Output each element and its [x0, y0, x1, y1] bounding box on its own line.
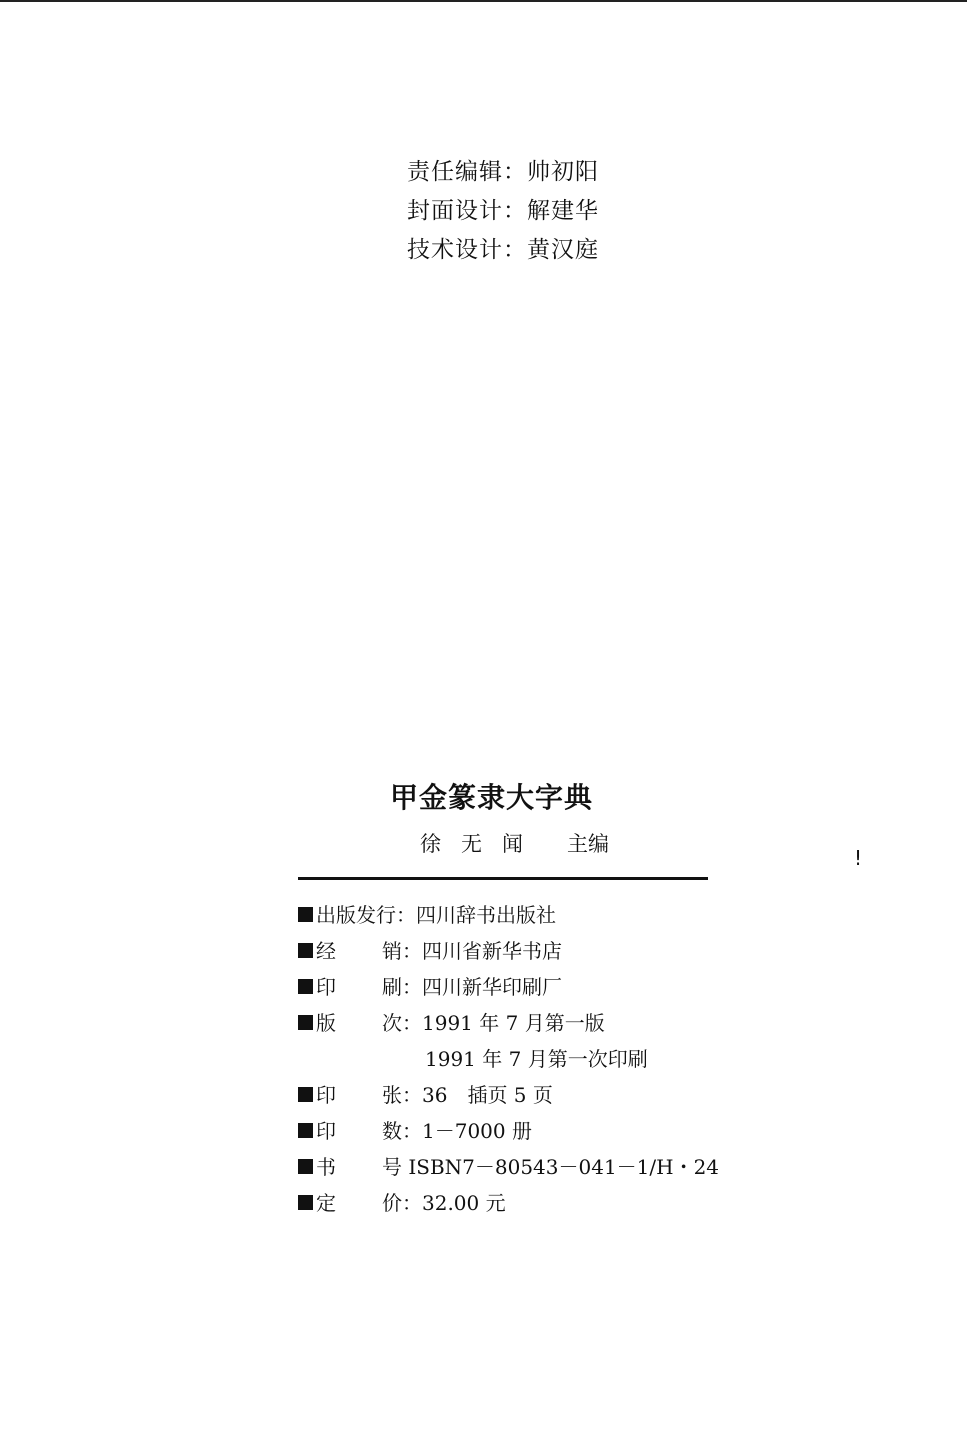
info-row-price	[298, 1185, 738, 1221]
info-row-edition	[298, 1005, 738, 1041]
info-row-distributor	[298, 933, 738, 969]
info-label-suffix: 次：	[382, 1011, 422, 1035]
info-label-suffix: 销：	[382, 939, 422, 963]
info-value: 36 插页 5 页	[422, 1083, 553, 1107]
top-border	[0, 0, 967, 2]
info-label-suffix: 刷：	[382, 975, 422, 999]
info-value: 1991 年 7 月第一版	[422, 1011, 605, 1035]
square-bullet-icon	[298, 1159, 313, 1174]
square-bullet-icon	[298, 907, 313, 922]
divider-rule	[298, 877, 708, 880]
square-bullet-icon	[298, 1195, 313, 1210]
credit-name: 解建华	[527, 198, 599, 224]
info-label: 定	[316, 1191, 336, 1215]
info-row-printer	[298, 969, 738, 1005]
info-row-publisher	[298, 897, 738, 933]
square-bullet-icon	[298, 979, 313, 994]
square-bullet-icon	[298, 1015, 313, 1030]
credit-cover-design	[407, 192, 667, 231]
info-row-edition-printing	[298, 1041, 738, 1077]
info-label: 印	[316, 1119, 336, 1143]
info-label-suffix: 价：	[382, 1191, 422, 1215]
info-label: 印	[316, 1083, 336, 1107]
credits-block	[407, 153, 667, 270]
credit-label: 技术设计：	[407, 237, 527, 263]
margin-mark: !	[852, 846, 865, 870]
info-value: 32.00 元	[422, 1191, 506, 1215]
credit-name: 帅初阳	[527, 159, 599, 185]
info-value: 1－7000 册	[422, 1119, 532, 1143]
info-row-isbn	[298, 1149, 738, 1185]
info-label: 经	[316, 939, 336, 963]
credit-name: 黄汉庭	[527, 237, 599, 263]
book-title: 甲金篆隶大字典	[390, 781, 594, 814]
publication-info	[298, 897, 738, 1221]
info-value: 四川新华印刷厂	[422, 975, 562, 999]
credit-label: 封面设计：	[407, 198, 527, 224]
credit-responsible-editor	[407, 153, 667, 192]
info-label-suffix: 数：	[382, 1119, 422, 1143]
info-row-print-run	[298, 1113, 738, 1149]
square-bullet-icon	[298, 1087, 313, 1102]
info-label-suffix: 号	[382, 1155, 409, 1179]
info-label: 出版发行：	[316, 903, 416, 927]
book-editor-line	[420, 828, 609, 858]
info-value: ISBN7－80543－041－1/H・24	[408, 1155, 720, 1179]
editor-name: 徐无闻	[420, 832, 543, 856]
info-label: 书	[316, 1155, 336, 1179]
info-value: 四川辞书出版社	[416, 903, 556, 927]
square-bullet-icon	[298, 943, 313, 958]
info-label-suffix: 张：	[382, 1083, 422, 1107]
credit-label: 责任编辑：	[407, 159, 527, 185]
info-label: 印	[316, 975, 336, 999]
square-bullet-icon	[298, 1123, 313, 1138]
info-row-sheets	[298, 1077, 738, 1113]
info-label: 版	[316, 1011, 336, 1035]
editor-role: 主编	[567, 832, 609, 856]
info-value: 1991 年 7 月第一次印刷	[425, 1047, 648, 1071]
info-value: 四川省新华书店	[422, 939, 562, 963]
credit-technical-design	[407, 231, 667, 270]
